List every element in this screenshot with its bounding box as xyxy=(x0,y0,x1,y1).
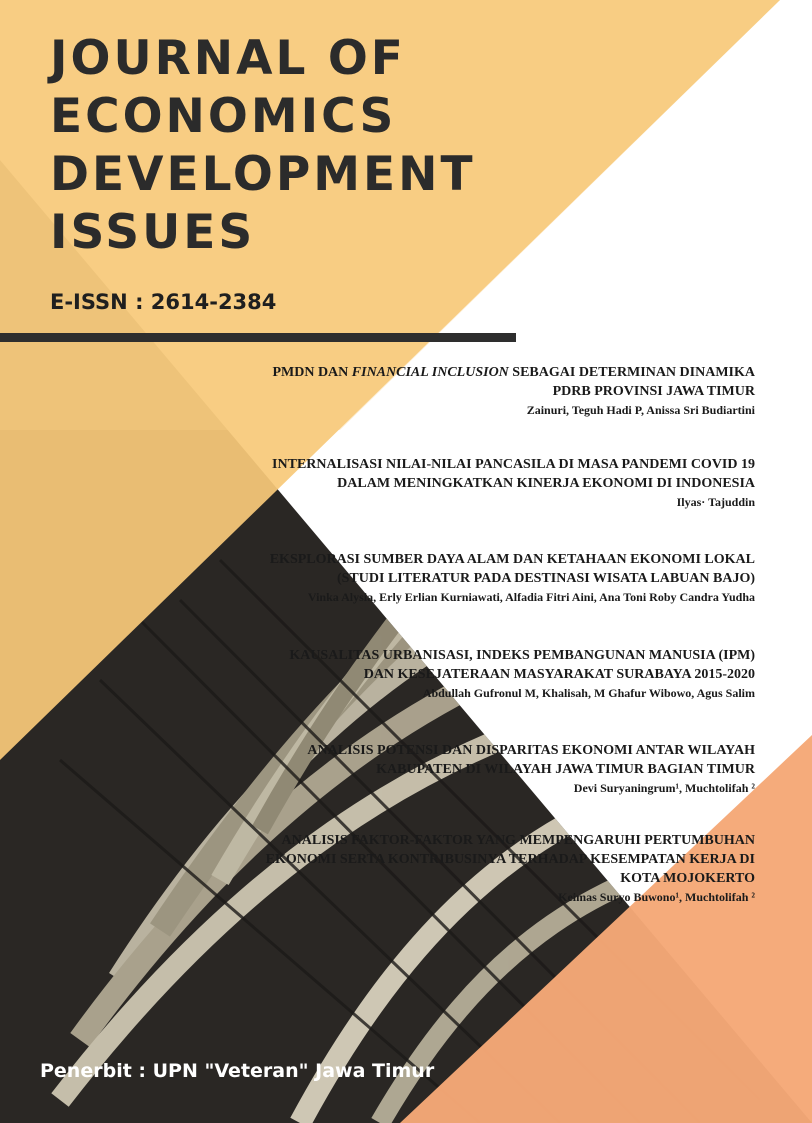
journal-title-line: JOURNAL OF xyxy=(50,31,406,86)
article-authors: Vinka Alysia, Erly Erlian Kurniawati, Alfadia Fitri Aini, Ana Toni Roby Candra Yudha xyxy=(307,590,755,604)
article-title-line: DALAM MENINGKATKAN KINERJA EKONOMI DI INDONESIA xyxy=(337,476,755,491)
article-title-line: (STUDI LITERATUR PADA DESTINASI WISATA LABUAN BAJO) xyxy=(336,571,755,586)
article-title xyxy=(185,741,755,779)
article-title xyxy=(185,363,755,401)
article-title-line: KABUPATEN DI WILAYAH JAWA TIMUR BAGIAN TIMUR xyxy=(376,762,755,777)
journal-title-line: DEVELOPMENT xyxy=(50,147,476,202)
article-entry xyxy=(185,831,755,906)
article-entry xyxy=(185,455,755,511)
article-authors: Abdullah Gufronul M, Khalisah, M Ghafur Wibowo, Agus Salim xyxy=(422,686,755,700)
article-title xyxy=(185,455,755,493)
journal-title xyxy=(50,30,476,262)
article-title-line: DAN KESEJATERAAN MASYARAKAT SURABAYA 2015-2020 xyxy=(363,667,755,682)
article-authors: Keimas Suryo Buwono¹, Muchtolifah ² xyxy=(558,890,755,904)
article-title xyxy=(185,550,755,588)
article-title-text: PMDN DAN xyxy=(272,365,352,380)
article-title-line xyxy=(185,363,755,382)
article-title-line: KAUSALITAS URBANISASI, INDEKS PEMBANGUNAN MANUSIA (IPM) xyxy=(289,648,755,663)
article-title-line: INTERNALISASI NILAI-NILAI PANCASILA DI MASA PANDEMI COVID 19 xyxy=(272,457,755,472)
article-entry xyxy=(185,646,755,702)
article-title-line: ANALISIS FAKTOR-FAKTOR YANG MEMPENGARUHI PERTUMBUHAN xyxy=(281,833,755,848)
article-entry xyxy=(185,741,755,797)
journal-title-line: ISSUES xyxy=(50,205,256,260)
article-title-line: PDRB PROVINSI JAWA TIMUR xyxy=(552,384,755,399)
header-divider xyxy=(0,333,516,342)
article-title-line: EKONOMI SERTA KONTRIBUSINYA TERHADAP KESEMPATAN KERJA DI xyxy=(265,852,755,867)
article-authors: Devi Suryaningrum¹, Muchtolifah ² xyxy=(573,781,755,795)
article-entry xyxy=(185,363,755,419)
article-title-line: ANALISIS POTENSI DAN DISPARITAS EKONOMI ANTAR WILAYAH xyxy=(307,743,755,758)
journal-title-line: ECONOMICS xyxy=(50,89,397,144)
article-authors: Ilyas· Tajuddin xyxy=(676,495,755,509)
issn-label: E-ISSN : 2614-2384 xyxy=(50,290,277,314)
article-title xyxy=(185,831,755,888)
article-authors: Zainuri, Teguh Hadi P, Anissa Sri Budiartini xyxy=(526,403,755,417)
article-title-italic: FINANCIAL INCLUSION xyxy=(351,365,509,380)
publisher-label: Penerbit : UPN "Veteran" Jawa Timur xyxy=(40,1060,435,1082)
article-title-line: EKSPLORASI SUMBER DAYA ALAM DAN KETAHAAN EKONOMI LOKAL xyxy=(269,552,755,567)
article-title-text: SEBAGAI DETERMINAN DINAMIKA xyxy=(508,365,755,380)
article-entry xyxy=(185,550,755,606)
article-title xyxy=(185,646,755,684)
article-title-line: KOTA MOJOKERTO xyxy=(620,871,755,886)
